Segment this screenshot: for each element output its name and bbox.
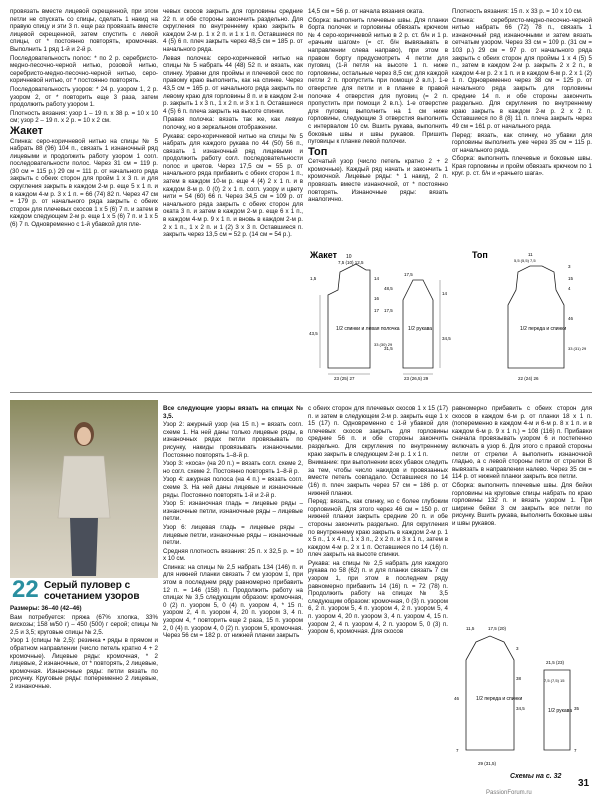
text-column-2 [163,8,303,383]
pullover-sleeve-label: 1/2 рукава [548,708,573,714]
dim-label: 1,5 [310,276,317,281]
paragraph: Вам потребуется: пряжа (67% хлопка, 33% вискозы; 158 м/50 г) – 450 (500) г серой; спицы № 2,5 и 3,5; круговые спицы № 2,5. [10,613,158,636]
dim-label: 7 [574,748,577,753]
text-column-3 [308,8,448,248]
paragraph: Сетчатый узор (число петель кратно 2 + 2 кромочные). Каждый ряд начать и закончить 1 кромочной. Лицевые ряды: * 1 накид, 2 п. провязать вместе изнаночной, от * постоянно повторять. Изнаночные ряды: вязать аналогично. [308,158,448,204]
paragraph: Узор 1 (спицы № 2,5): резинка • ряды в прямом и обратном направлении (число петель кратно 4 + 2 кромочные). Лицевые ряды: кромочная, * 2 лицевые, 2 изнаночные, от * повторять, 2 лицевые, кромочная. Изнаночные ряды: петли вязать по рисунку. Круговые ряды: попеременно 2 лицевые, 2 изнаночные. [10,637,158,690]
paragraph: 14,5 см = 56 р. от начала вязания оката. [308,8,424,15]
dim-label: 3 [516,646,519,651]
dim-label: 17,5 [404,272,413,277]
pattern-title: Серый пуловер с сочетанием узоров [44,580,140,602]
dim-label: 17 [374,308,380,313]
dim-label: 16 [374,296,380,301]
paragraph: Внимание: при выполнении всех убавок следить за тем, чтобы число накидов и провязанных вместе петель совпадало. Оставшиеся по 14 (16) п. плеч закрыть через 57 см = 186 р. от нижней планки. [308,459,448,497]
paragraph: Рукава: на спицы № 2,5 набрать для каждого рукава по 58 (62) п. и для планки связать 7 см узором 1, при этом в последнем ряду равномерно прибавить 14 (16) п. = 72 (78) п. Продолжить работу на спицах № 3,5 следующим образом: кромочная, 0 (3) п. узором 6, 2 п. узором 5, 4 п. узором 4, 2 п. узором 5, 4 п. узором 4, 20 п. узором 3, 4 п. узором 4, 15 п. узором 2, 4 п. узором 4, 2 п. узором 5, 0 (3) п. узором 6, кромочная. Для скосов [308,559,448,636]
dim-label: 5,5 (5,5) 7,5 [514,258,536,263]
dim-label: 34,5 [442,336,451,341]
paragraph: Перед: вязать, как спинку, но с более глубоким горловиной. Для этого через 46 см = 150 р. от нижней планки закрыть средние 20 п. и обе стороны закончить раздельно. Для скругления по внутреннему краю закрыть в каждом 2-м р. 1 х 5 п., 1 х 4 п., 1 х 3 п., 2 х 2 п. и 3 х 1 п., затем в каждом 4-м р. 2 х 1 п. Оставшиеся по 14 (16) п. плеч закрыть на высоте спинки. [308,498,448,559]
paragraph: Спинка: на спицы № 2,5 набрать 134 (146) п. и для нижней планки связать 7 см узором 1, при этом в последнем ряду равномерно прибавить 12 п. = 146 (158) п. Продолжить работу на спицах № 3,5 следующим образом: кромочная, 0 (2) п. узором 5, 0 (4) п. узором 4, * 15 п. узором 2, 4 п. узором 4, 20 п. узором 3, 4 п. узором 4, * повторить еще 2 раза, 15 п. узором 2, 0 (4) п. узором 4, 0 (2) п. узором 5, кромочная. Через 56 см = 182 р. от нижней планки закрыть [163,563,303,640]
top-front-outline [508,266,567,368]
paragraph: Узор 3: «коса» (на 20 п.) = вязать согл. схеме 2, но согл. схеме 2. Постоянно повторять 1–8-й р. [163,460,303,475]
schemes-reference: Схемы на с. 32 [510,773,562,780]
paragraph: Плотность вязания: 15 п. х 33 р. = 10 х 10 см. [452,8,583,15]
text-column-5 [10,605,158,795]
paragraph: Узор 5: изнаночная гладь = лицевые ряды – изнаночные петли, изнаночные ряды – лицевые петли. [163,500,303,523]
paragraph: Плотность вязания: узор 1 – 19 п. х 38 р. = 10 х 10 см; узор 2 – 19 п. х 2 р. = 10 х 2 см. [10,109,158,125]
section-heading-top: Топ [308,145,328,158]
watermark: PassionForum.ru [486,790,532,796]
paragraph: Все следующие узоры вязать на спицах № 3,5. [163,405,303,420]
paragraph: Сборка: выполнить плечевые швы. Для планки борта полочек и горловины обвязать крючком № 4 серо-коричневой нитью в 2 р. ст. б/н и 1 р. «рачьим шагом» (= ст. б/н вывязывать в направлении слева направо), при этом в правом борту предусмотреть 4 петли для пуговиц (1-й петля на высоте 1 п. ниже горловины, остальные через 8,5 см; для каждой петли 2 п. пропустить при помощи 2 в.п.). 1-е отверстие для петли и в планке в правой полочке 4 отверстия для пуговиц (= 2 п. пропустить при помощи 2 в.п.). 1-е отверстие для пуговиц выполнить на 1 см ниже горловины, следующие 3 отверстия выполнить с интервалом 10 см. Вшить рукава, выполнить боковые швы и швы рукавов. Пришить пуговицы к планке левой полочки. [308,16,448,146]
paragraph: Правая полочка: вязать так же, как левую полочку, но в зеркальном отображении. [163,116,303,131]
paragraph: Узор 4: ажурная полоса (на 4 п.) = вязать согл. схеме 3. На ней даны лицевые и изнаночные ряды. Постоянно повторять 1-й и 2-й р. [163,476,303,499]
text-column-1 [10,8,158,383]
paragraph: Последовательность узоров: * 24 р. узором 1, 2 р. узором 2, от * повторить еще 3 раза, затем продолжить работу узором 1. [10,85,158,109]
dim-label: 22 (24) 26 [518,376,539,381]
dim-label: 46 [568,316,574,321]
dim-label: 21,5 (23) [546,660,565,665]
jacket-schematic-svg [308,250,468,383]
section-divider [10,392,592,393]
dim-label: 10 [346,254,352,260]
dim-label: 4 [568,286,571,291]
paragraph: Левая полочка: серо-коричневой нитью на спицы № 5 набрать 44 (48) 52 п. и вязать, как спинку. Уравни для проймы и плечевой скос по правому краю выполнить, как на спинке. Через 43,5 см = 165 р. от начального ряда закрыть по левому краю для горловины 8 п. и в каждом 2-м р. закрыть 1 х 3 п., 1 х 2 п. и 3 х 1 п. Оставшиеся 4 (5) 6 п. плеча закрыть на высоте спинки. [163,54,303,115]
top-schematic-svg [468,250,598,383]
text-column-4 [452,8,592,248]
top-schematic [468,250,598,383]
paragraph: Узор 6: лицевая гладь = лицевые ряды – лицевые петли, изнаночные ряды – изнаночные петли. [163,523,303,547]
dim-label: 7,5 (10) 12,5 [338,260,364,265]
sleeve-label: 1/2 рукава [408,326,433,332]
paragraph: Размеры: 36–40 (42–46) [10,605,82,612]
paragraph: Узор 2: ажурный узор (на 15 п.) = вязать согл. схеме 1. На ней даны только лицевые ряды, в изнаночных рядах петли провязывать по рисунку, накиды провязывать изнаночными. Постоянно повторять 1–8-й р. [163,421,303,459]
pullover-schematic [452,620,592,770]
dim-label: 17,5 [384,308,393,313]
sleeve-outline [403,280,433,368]
dim-label: 33 (30) 29 [374,342,393,347]
page-number: 31 [578,778,590,789]
dim-label: 46 [454,696,460,701]
dim-label: 48,5 [384,286,393,291]
text-column-8 [452,405,592,615]
front-label: 1/2 переда и спинки [520,326,567,332]
paragraph: чевых скосов закрыть для горловины средние 22 п. и обе стороны закончить раздельно. Для скругления по внутреннему краю закрыть в каждом 2-м р. 1 х 2 п. и 1 х 1 п. Оставшиеся по 4 (5) 6 п. плеч закрыть через 48,5 см = 185 р. от начального ряда. [163,8,303,53]
model-figure-illustration [52,418,116,578]
dim-label: 7,5 (7,5) 15 [544,678,565,683]
dim-label: 3 [568,264,571,269]
back-label: 1/2 спинки и левая полочка [336,326,400,332]
top-diagram-title: Топ [472,250,488,260]
back-panel-outline [328,264,370,368]
dim-label: 23 (26,5) 29 [404,376,429,381]
pattern-number: 22 [12,576,39,603]
pullover-front-outline [466,636,514,750]
dim-label: 43,5 [309,331,318,336]
dim-label: 15 [568,276,574,281]
dim-label: 31,5 [384,346,393,351]
paragraph: Средняя плотность вязания: 25 п. х 32,5 р. = 10 х 10 см. [163,547,303,563]
paragraph: Рукава: серо-коричневой нитью на спицы № 5 набрать для каждого рукава по 44 (50) 56 п., связать 1 изнаночный ряд лицевыми и продолжить работу согл. последовательности полос и цветов. Через 17,5 см = 55 р. от начального ряда прибавить с обеих сторон 1 п., затем в каждом 10-м р. еще 4 (4) 2 х 1 п. и в каждом 8-м р. 0 (0) 2 х 1 п. согл. узору и цвету нити = 54 (60) 66 п. Через 34,5 см = 109 р. от начального ряда закрыть с обеих сторон для оката 3 п. и затем в каждом 2-м р. еще 6 х 1 п., в каждом 4-м р. 9 х 1 п. и вновь в каждом 2-м р. 2 х 1 п., 1 х 2 п. и 1 (2) 3 х 3 п. Оставшиеся п. закрыть через 13,5 см = 52 р. (14 см = 54 р.). [163,132,303,239]
dim-label: 11,5 [466,626,475,631]
text-column-6 [163,405,303,790]
dim-label: 38 [516,676,522,681]
paragraph: Сборка: выполнить плечевые швы. Для бейки горловины на круговые спицы набрать по краю горловины 132 п. и вязать узором 1. При ширине бейки 3 см закрыть все петли по рисунку. Вшить рукава, выполнить боковые швы и швы рукавов. [452,481,592,527]
dim-label: 29 (31,5) [478,761,497,766]
jacket-diagram-title: Жакет [310,250,338,260]
paragraph: с обеих сторон для плечевых скосов 1 х 15 (17) п. и затем в следующем 2-м р. закрыть еще 1 х 15 (17) п. Одновременно с 1-й убавкой для плечевых скосов закрыть для горловины средние 56 п. и обе стороны закончить раздельно. Для скругления по внутреннему краю закрыть в следующем 2-м р. 1 х 1 п. [308,405,448,458]
dim-label: 33 (31) 29 [568,346,587,351]
paragraph: Сборка: выполнить плечевые и боковые швы. Края горловины и пройм обвязать крючком по 1 круг. р. ст. б/н и «рачьего шага». [452,155,592,178]
pattern-title-block [10,578,158,606]
dim-label: 14 [374,276,380,281]
dim-label: 7 [456,748,459,753]
section-heading-jacket: Жакет [10,124,44,137]
paragraph: равномерно прибавить с обеих сторон для скосов в каждом 6-м р. от планки 18 х 1 п. (попеременно в каждом 4-м и 6-м р. 8 х 1 п. и в каждом 6-м р. 9 х 1 п.) = 108 (116) п. Прибавки сначала провязывать узором 6 и постепенно включать в узор 6. Для этого с правой стороны петли от стрелки А выполнить изнаночной гладью, а с левой стороны петли от стрелки В вывязать в направлении налево. Через 35 см = 114 р. от нижней планки закрыть все петли. [452,405,592,481]
paragraph: Спинка: серебристо-медно-песочно-черной нитью набрать 66 (72) 78 п., связать 1 изнаночный ряд изнаночными и затем вязать сетчатым узором. Через 33 см = 109 р. (31 см = 103 р.) 29 см = 97 р. от начального ряда закрыть с обеих сторон для проймы 1 х 4 (5) 5 п., затем в каждом 2-м р. закрыть 2 х 2 п., в каждом 4-м р. 2 х 1 п. и в каждом 6-м р. 2 х 1 (2) 1 п. Одновременно через 38 см = 125 р. от начального ряда закрыть для горловины средние 14 п. и обе стороны закончить раздельно. Для скругления по внутреннему краю закрыть в каждом 2-м р. 2 х 2 п. Оставшиеся по 8 (8) 11 п. плеча закрыть через 49 см = 161 р. от начального ряда. [452,16,592,130]
paragraph: Перед: вязать, как спинку, но убавки для горловины выполнить уже через 35 см = 115 р. от начального ряда. [452,131,592,154]
paragraph: провязать вместе лицевой скрещенной, при этом петли не спускать со спицы, сделать 1 накид на правую спицу и эти 3 п. еще раз провязать вместе лицевой скрещенной, затем спустить с левой спицы, от * постоянно повторять, кромочная. Выполнить 1 ряд 1-й и 2-й р. [10,8,158,53]
dim-label: 11 [528,252,533,257]
text-column-7 [308,405,448,790]
dim-label: 35 [574,706,580,711]
dim-label: 23 (25) 27 [334,376,355,381]
jacket-schematic [308,250,468,383]
paragraph: Спинка: серо-коричневой нитью на спицы № 5 набрать 88 (96) 104 п., связать 1 изнаночный ряд лицевыми и продолжить работу узором 1 согл. последовательности полос. Через 31 см = 119 р. (30 см = 115 р.) 29 см = 111 р. от начального ряда закрыть с обеих сторон для пройм 1 х 3 п. и для скругления закрыть в каждом 2-м р. еще 5 х 1 п. и в каждом 4-м р. 3 х 1 п. = 66 (74) 82 п. Через 47 см = 179 р. от начального ряда закрыть с обеих сторон для плечевых скосов 1 х 5 (6) 7 п. и затем в каждом следующем 2-м р. еще 1 х 5 (6) 7 п. и 1 х 5 (6) 7 п. Одновременно с 1-й убавкой для пле- [10,137,158,229]
pullover-front-label: 1/2 переда и спинки [476,696,523,702]
pullover-schematic-svg [452,620,592,770]
dim-label: 34,5 [516,706,525,711]
dim-label: 17,5 (20) [488,626,507,631]
model-photo [10,400,158,578]
dim-label: 14 [442,291,448,296]
paragraph: Последовательность полос: * по 2 р. серебристо-медно-песочно-черной нитью, розовой нитью, серебристо-медно-песочно-черной нитью, серо-коричневой нитью, от * постоянно повторять. [10,54,158,85]
